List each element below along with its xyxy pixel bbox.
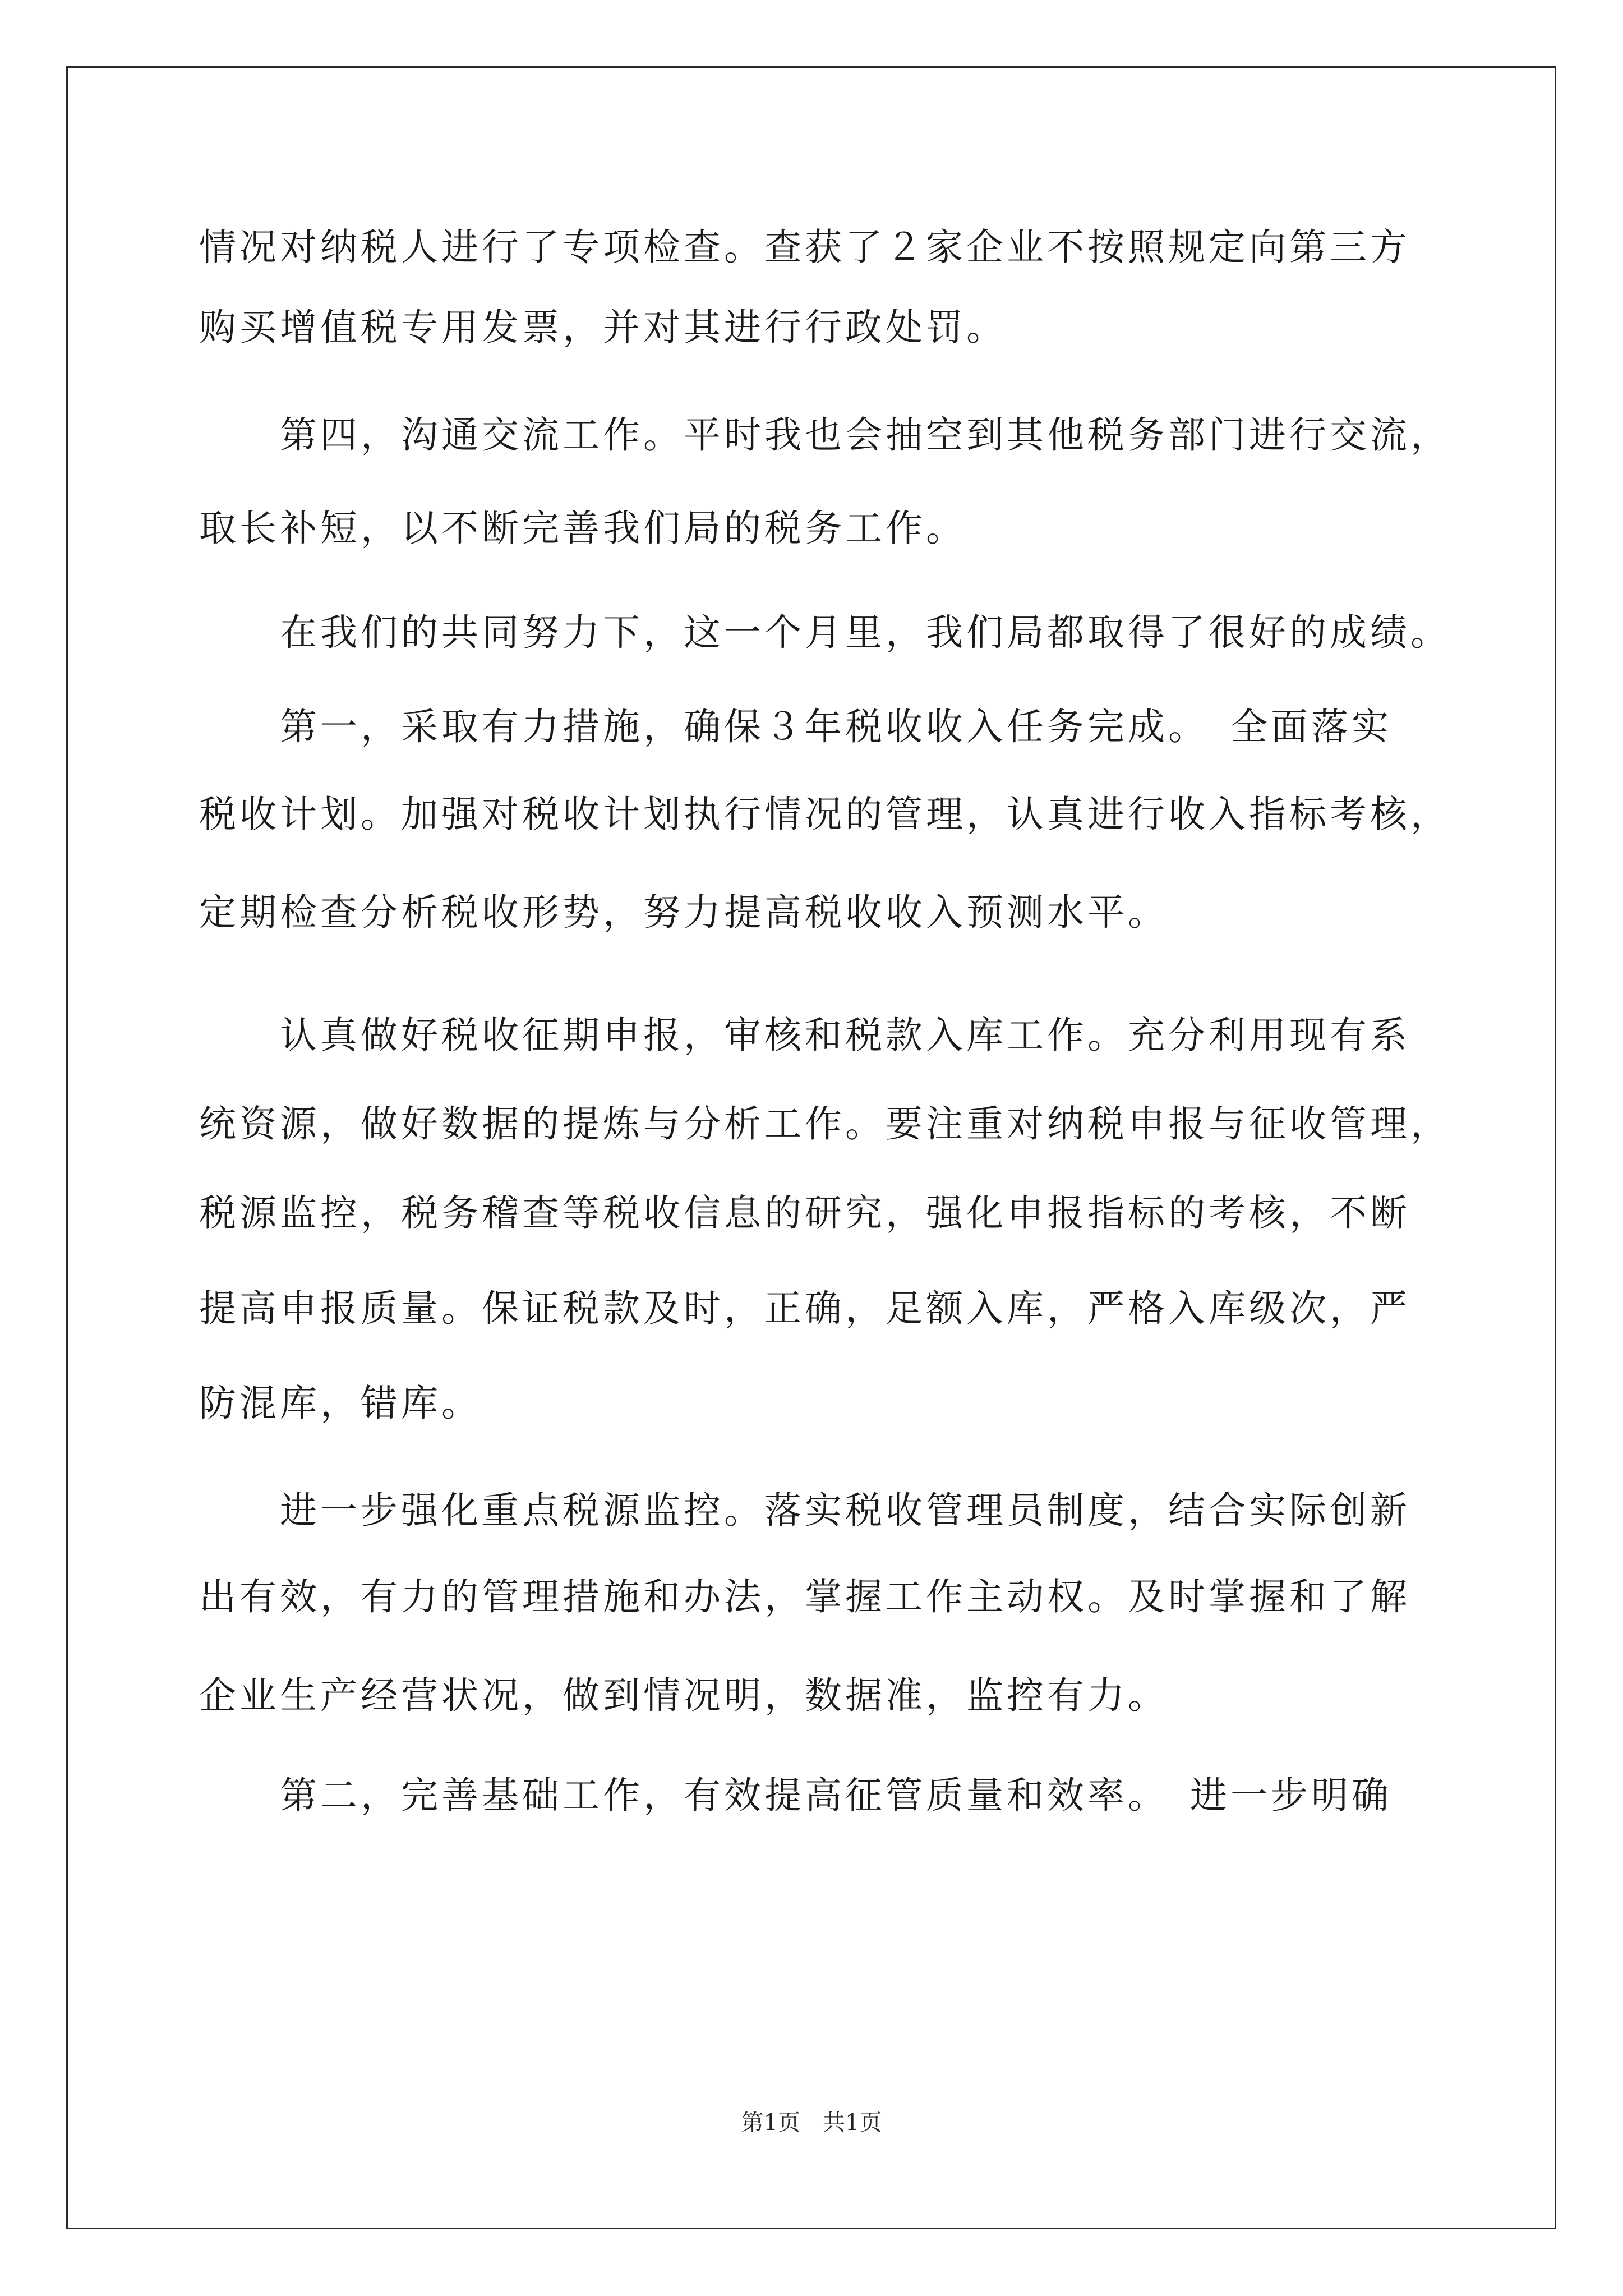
text-line: 第四，沟通交流工作。平时我也会抽空到其他税务部门进行交流，	[199, 413, 1451, 457]
text-line: 定期检查分析税收形势，努力提高税收收入预测水平。	[199, 891, 1168, 934]
text-line: 认真做好税收征期申报，审核和税款入库工作。充分利用现有系	[199, 1014, 1410, 1057]
text-line: 第二，完善基础工作，有效提高征管质量和效率。 进一步明确	[199, 1774, 1392, 1817]
text-line: 第一，采取有力措施，确保３年税收收入任务完成。 全面落实	[199, 705, 1392, 748]
page-footer: 第1页 共1页	[741, 2110, 882, 2136]
page-border	[66, 66, 1556, 2229]
text-line: 防混库，错库。	[199, 1382, 482, 1425]
text-line: 企业生产经营状况，做到情况明，数据准，监控有力。	[199, 1674, 1168, 1717]
text-line: 取长补短，以不断完善我们局的税务工作。	[199, 507, 966, 550]
text-line: 进一步强化重点税源监控。落实税收管理员制度，结合实际创新	[199, 1489, 1410, 1532]
text-line: 情况对纳税人进行了专项检查。查获了２家企业不按照规定向第三方	[199, 226, 1410, 269]
text-line: 提高申报质量。保证税款及时，正确，足额入库，严格入库级次，严	[199, 1287, 1410, 1330]
text-line: 出有效，有力的管理措施和办法，掌握工作主动权。及时掌握和了解	[199, 1575, 1410, 1618]
text-line: 购买增值税专用发票，并对其进行行政处罚。	[199, 306, 1007, 349]
text-line: 税收计划。加强对税收计划执行情况的管理，认真进行收入指标考核，	[199, 793, 1451, 836]
text-line: 税源监控，税务稽查等税收信息的研究，强化申报指标的考核，不断	[199, 1191, 1410, 1235]
text-line: 统资源，做好数据的提炼与分析工作。要注重对纳税申报与征收管理，	[199, 1102, 1451, 1145]
text-line: 在我们的共同努力下，这一个月里，我们局都取得了很好的成绩。	[199, 611, 1451, 654]
